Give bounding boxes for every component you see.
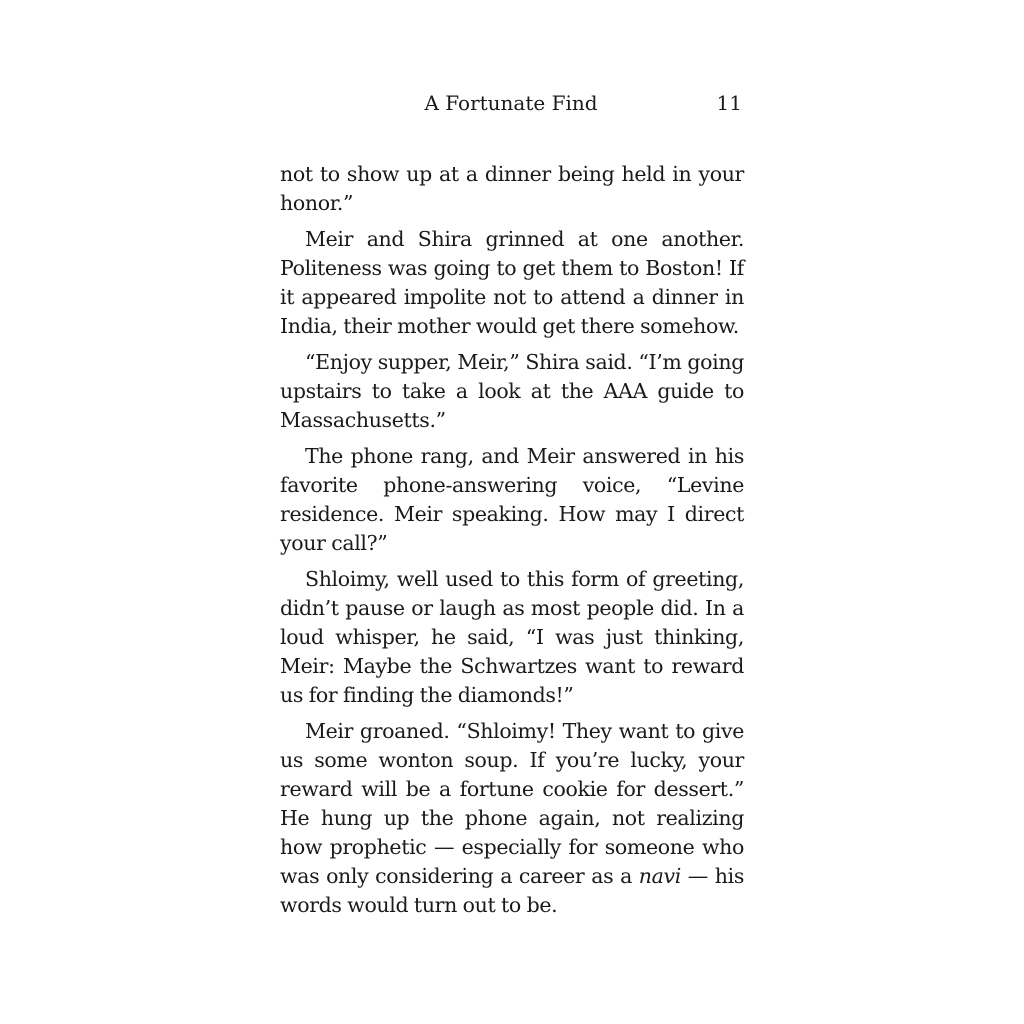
paragraph: The phone rang, and Meir answered in his favorite phone-answering voice, “Levine residence. Meir speaking. How may I direct your call?”: [280, 444, 744, 555]
running-title: A Fortunate Find: [424, 91, 598, 115]
paragraph-continued: not to show up at a dinner being held in your honor.”: [280, 162, 744, 215]
paragraph-text: Meir groaned. “Shloimy! They want to give us some wonton soup. If you’re lucky, your reward will be a fortune cookie for dessert.” He hung up the phone again, not realizing how prophetic — especially for someone who was only considering a career as a: [280, 719, 744, 888]
paragraph: [280, 717, 744, 920]
page-number: 11: [716, 91, 742, 115]
paragraph: Shloimy, well used to this form of greeting, didn’t pause or laugh as most people did. In a loud whisper, he said, “I was just thinking, Meir: Maybe the Schwartzes want to reward us for finding the diamonds!”: [280, 567, 744, 707]
paragraph: “Enjoy supper, Meir,” Shira said. “I’m going upstairs to take a look at the AAA guide to Massachusetts.”: [280, 350, 744, 432]
body-text: [280, 160, 744, 927]
paragraph-text: — his words would turn out to be.: [280, 864, 744, 917]
italic-word: navi: [638, 864, 681, 888]
running-head: [280, 88, 742, 118]
paragraph: Meir and Shira grinned at one another. Politeness was going to get them to Boston! If it appeared impolite not to attend a dinner in India, their mother would get there somehow.: [280, 227, 744, 338]
